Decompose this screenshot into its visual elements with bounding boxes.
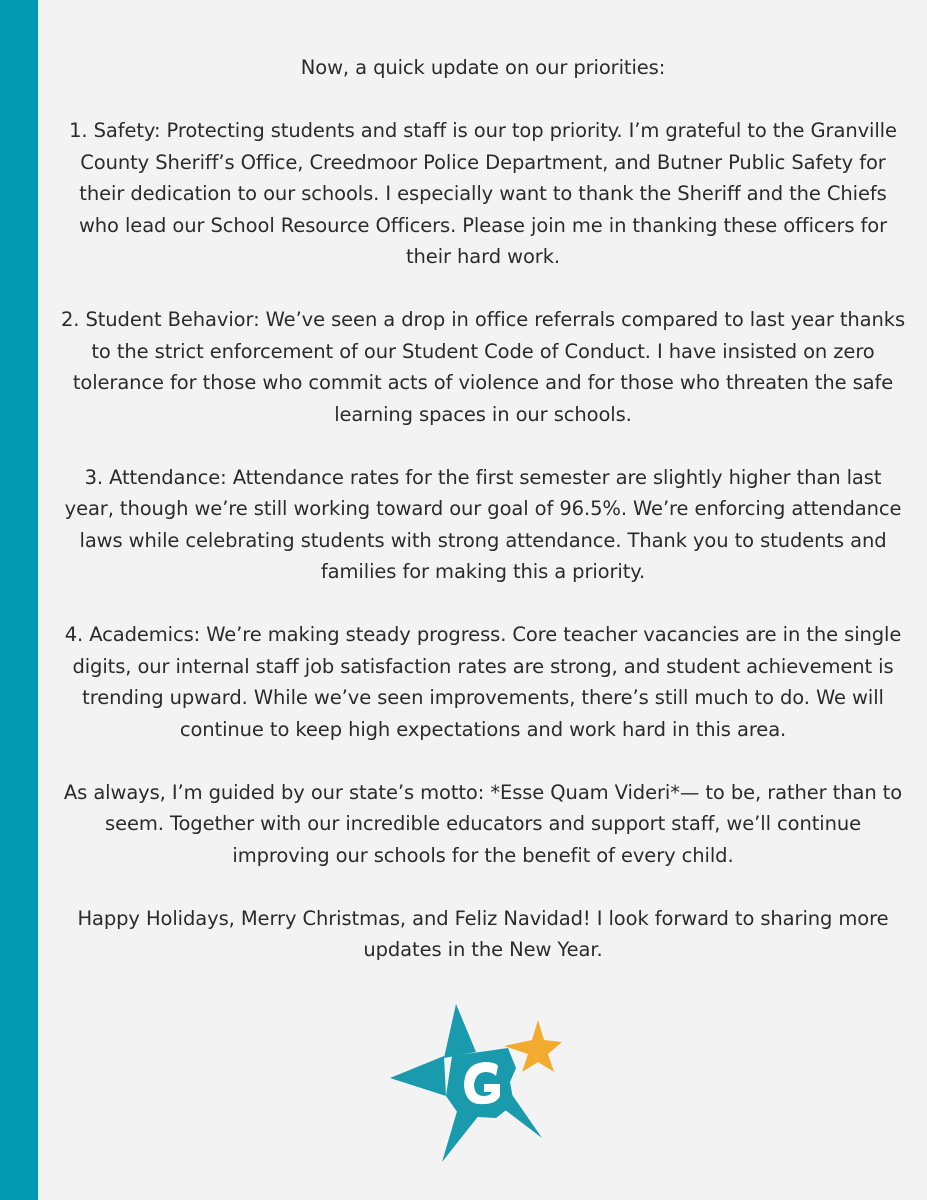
behavior-paragraph: 2. Student Behavior: We’ve seen a drop in office referrals compared to last year thanks to the strict enforcement of our Student Code of Conduct. I have insisted on zero tolerance for those who commit acts of violence and for those who threaten the safe learning spaces in our schools. — [60, 308, 906, 426]
attendance-paragraph: 3. Attendance: Attendance rates for the first semester are slightly higher than last year, though we’re still working toward our goal of 96.5%. We’re enforcing attendance laws while celebrating students with strong attendance. Thank you to students and families for making this a priority. — [64, 465, 902, 583]
side-accent-bar — [0, 0, 38, 1200]
logo-g-body — [446, 1048, 516, 1118]
academics-paragraph: 4. Academics: We’re making steady progress. Core teacher vacancies are in the single digits, our internal staff job satisfaction rates are strong, and student achievement is trending upward. While we’ve seen improvements, there’s still much to do. We will continue to keep high expectations and work hard in this area. — [64, 623, 902, 741]
intro-paragraph: Now, a quick update on our priorities: — [300, 56, 666, 79]
logo-ray-left — [390, 1056, 446, 1096]
letter-body — [58, 52, 908, 997]
closing-paragraph: Happy Holidays, Merry Christmas, and Feliz Navidad! I look forward to sharing more updates in the New Year. — [77, 906, 889, 961]
safety-paragraph: 1. Safety: Protecting students and staff is our top priority. I’m grateful to the Granville County Sheriff’s Office, Creedmoor Police Department, and Butner Public Safety for their dedication to our schools. I especially want to thank the Sheriff and the Chiefs who lead our School Resource Officers. Please join me in thanking these officers for their hard work. — [69, 119, 897, 268]
star-g-logo-icon — [388, 996, 564, 1164]
motto-paragraph: As always, I’m guided by our state’s motto: *Esse Quam Videri*— to be, rather than to seem. Together with our incredible educators and support staff, we’ll continue improving our schools for the benefit of every child. — [63, 780, 903, 867]
logo-ray-top — [444, 1004, 476, 1058]
